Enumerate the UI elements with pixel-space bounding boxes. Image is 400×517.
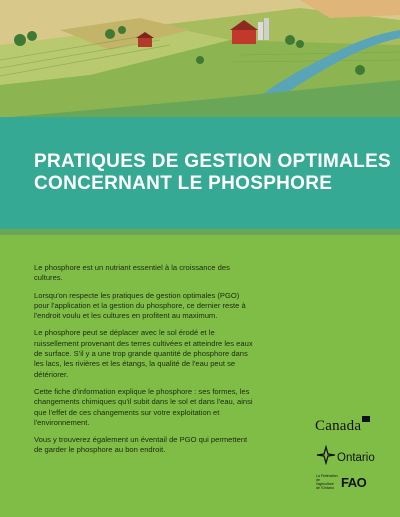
flag-icon: [362, 416, 370, 422]
federation-logo-text: La Fédération de l'agriculture de l'Ontario: [316, 474, 338, 490]
canada-logo: [315, 418, 361, 435]
paragraph-2: Lorsqu'on respecte les pratiques de gestion optimales (PGO) pour l'application et la gestion du phosphore, ce dernier reste à l'endroit voulu et les cultures en profitent au maximum.: [34, 290, 246, 321]
paragraph-4: Cette fiche d'information explique le phosphore : ses formes, les changements chimiques qu'il subit dans le sol et dans l'eau, ainsi que l'effet de ces changements sur votre exploitation et l'environnement.: [34, 386, 253, 427]
title-line-2: CONCERNANT LE PHOSPHORE: [34, 173, 333, 194]
ontario-logo: [316, 445, 375, 465]
title-line-1: PRATIQUES DE GESTION OPTIMALES: [34, 151, 392, 172]
canada-wordmark: Canada: [315, 418, 362, 434]
fao-logo: FAO: [341, 474, 367, 490]
intro-text: [34, 263, 254, 463]
partner-logos: [316, 474, 366, 490]
trillium-icon: [316, 445, 336, 465]
paragraph-1: Le phosphore est un nutriant essentiel à la croissance des cultures.: [34, 263, 230, 283]
paragraph-5: Vous y trouverez également un éventail de PGO qui permettent de garder le phosphore au bon endroit.: [34, 435, 248, 455]
paragraph-3: Le phosphore peut se déplacer avec le sol érodé et le ruissellement provenant des terres cultivées et atteindre les eaux de surface. S'il y a une trop grande quantité de phosphore dans les lacs, les rivières et les étangs, la qualité de l'eau peut se détériorer.: [34, 328, 253, 379]
page-title: [34, 151, 391, 195]
ontario-wordmark: Ontario: [337, 452, 375, 464]
